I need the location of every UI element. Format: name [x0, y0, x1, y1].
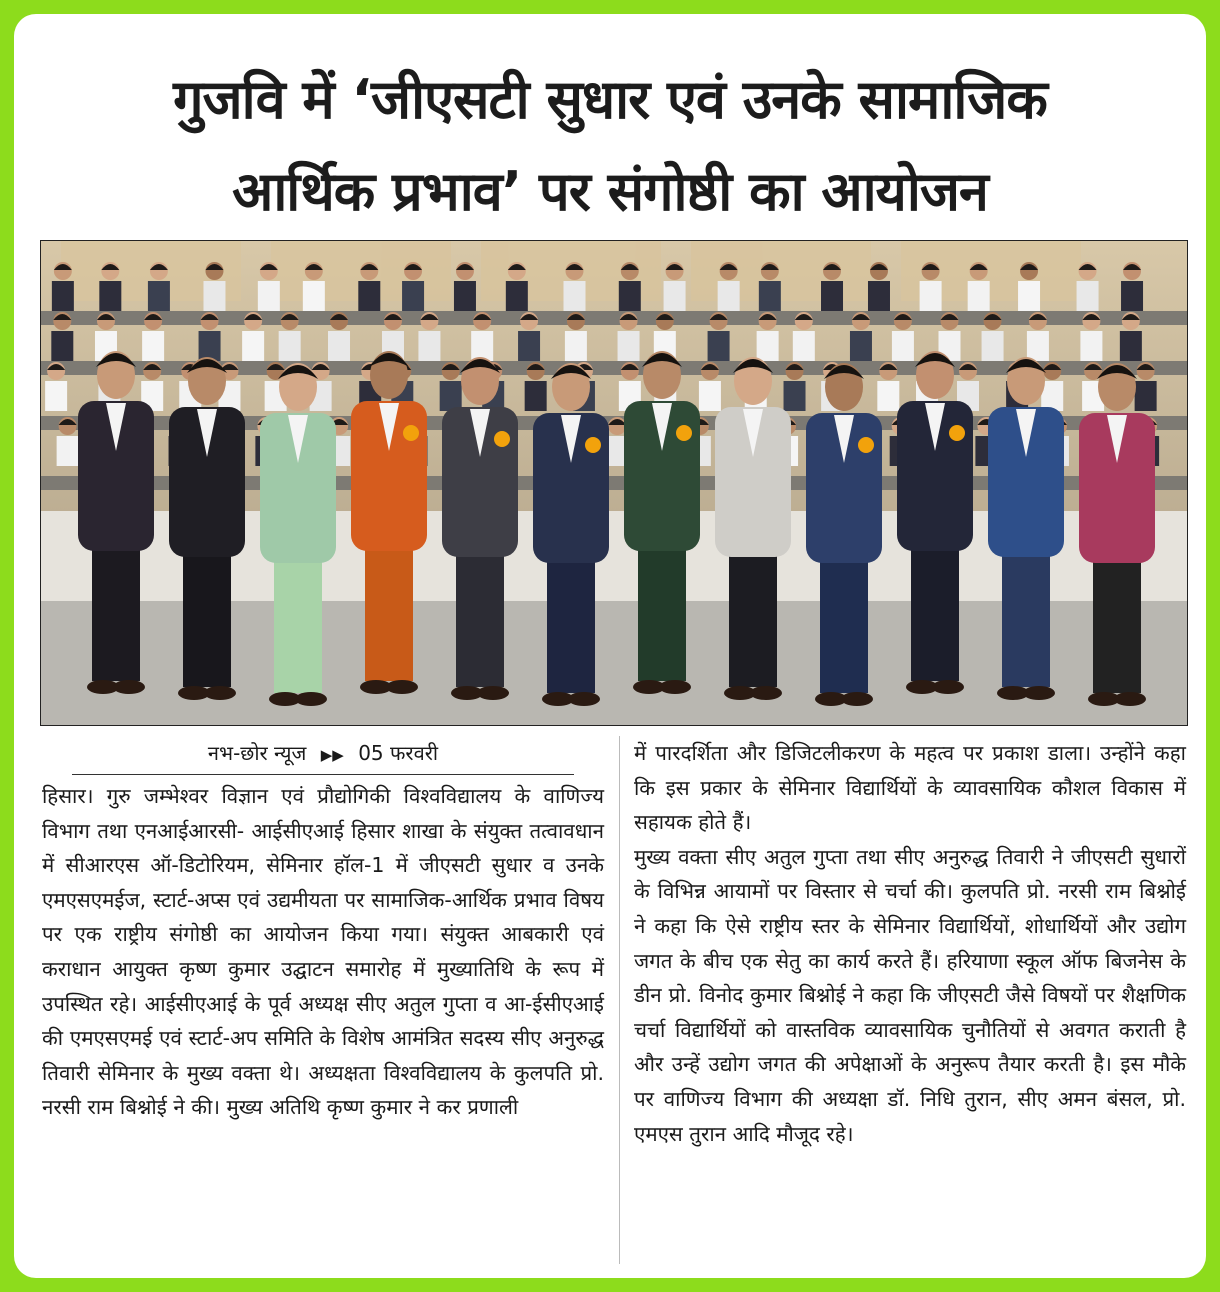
headline-line-1: गुजवि में ‘जीएसटी सुधार एवं उनके सामाजिक [173, 68, 1047, 131]
article-column-left [42, 736, 604, 1125]
headline [34, 54, 1186, 238]
group-photo [40, 240, 1188, 726]
headline-line-2: आर्थिक प्रभाव’ पर संगोष्ठी का आयोजन [232, 160, 988, 223]
news-source: नभ-छोर न्यूज [207, 741, 307, 765]
column-divider [619, 736, 620, 1264]
article-body-right-2: मुख्य वक्ता सीए अतुल गुप्ता तथा सीए अनुरुद्ध तिवारी ने जीएसटी सुधारों के विभिन्न आयामों पर विस्तार से चर्चा की। कुलपति प्रो. नरसी राम बिश्नोई ने कहा कि ऐसे राष्ट्रीय स्तर के सेमिनार विद्यार्थियों, शोधार्थियों और उद्योग जगत के बीच एक सेतु का कार्य करते हैं। हरियाणा स्कूल ऑफ बिजनेस के डीन प्रो. विनोद कुमार बिश्नोई ने कहा कि जीएसटी जैसे विषयों पर शैक्षणिक चर्चा विद्यार्थियों को वास्तविक व्यावसायिक चुनौतियों से अवगत कराती है और उन्हें उद्योग जगत की अपेक्षाओं के अनुरूप तैयार करती है। इस मौके पर वाणिज्य विभाग की अध्यक्षा डॉ. निधि तुरान, सीए अमन बंसल, प्रो. एमएस तुरान आदि मौजूद रहे। [634, 844, 1186, 1146]
group-photo-illustration [41, 241, 1187, 725]
newspaper-clipping [14, 14, 1206, 1278]
news-date: 05 फरवरी [358, 741, 439, 765]
dateline [72, 736, 574, 775]
article-column-right [634, 736, 1186, 1151]
double-arrow-icon: ▶▶ [320, 746, 344, 764]
article-body-right-1: में पारदर्शिता और डिजिटलीकरण के महत्व पर प्रकाश डाला। उन्होंने कहा कि इस प्रकार के सेमिनार विद्यार्थियों के व्यावसायिक कौशल विकास में सहायक होते हैं। [634, 741, 1186, 835]
article-body-left: हिसार। गुरु जम्भेश्वर विज्ञान एवं प्रौद्योगिकी विश्वविद्यालय के वाणिज्य विभाग तथा एनआईआरसी- आईसीएआई हिसार शाखा के संयुक्त तत्वावधान में सीआरएस ऑ-डिटोरियम, सेमिनार हॉल-1 में जीएसटी सुधार व उनके एमएसएमईज, स्टार्ट-अप्स एवं उद्यमीयता पर सामाजिक-आर्थिक प्रभाव विषय पर एक राष्ट्रीय संगोष्ठी का आयोजन किया गया। संयुक्त आबकारी एवं कराधान आयुक्त कृष्ण कुमार उद्घाटन समारोह में मुख्यातिथि के रूप में उपस्थित रहे। आईसीएआई के पूर्व अध्यक्ष सीए अतुल गुप्ता व आ-ईसीएआई की एमएसएमई एवं स्टार्ट-अप समिति के विशेष आमंत्रित सदस्य सीए अनुरुद्ध तिवारी सेमिनार के मुख्य वक्ता थे। अध्यक्षता विश्वविद्यालय के कुलपति प्रो. नरसी राम बिश्नोई ने की। मुख्य अतिथि कृष्ण कुमार ने कर प्रणाली [42, 784, 604, 1120]
